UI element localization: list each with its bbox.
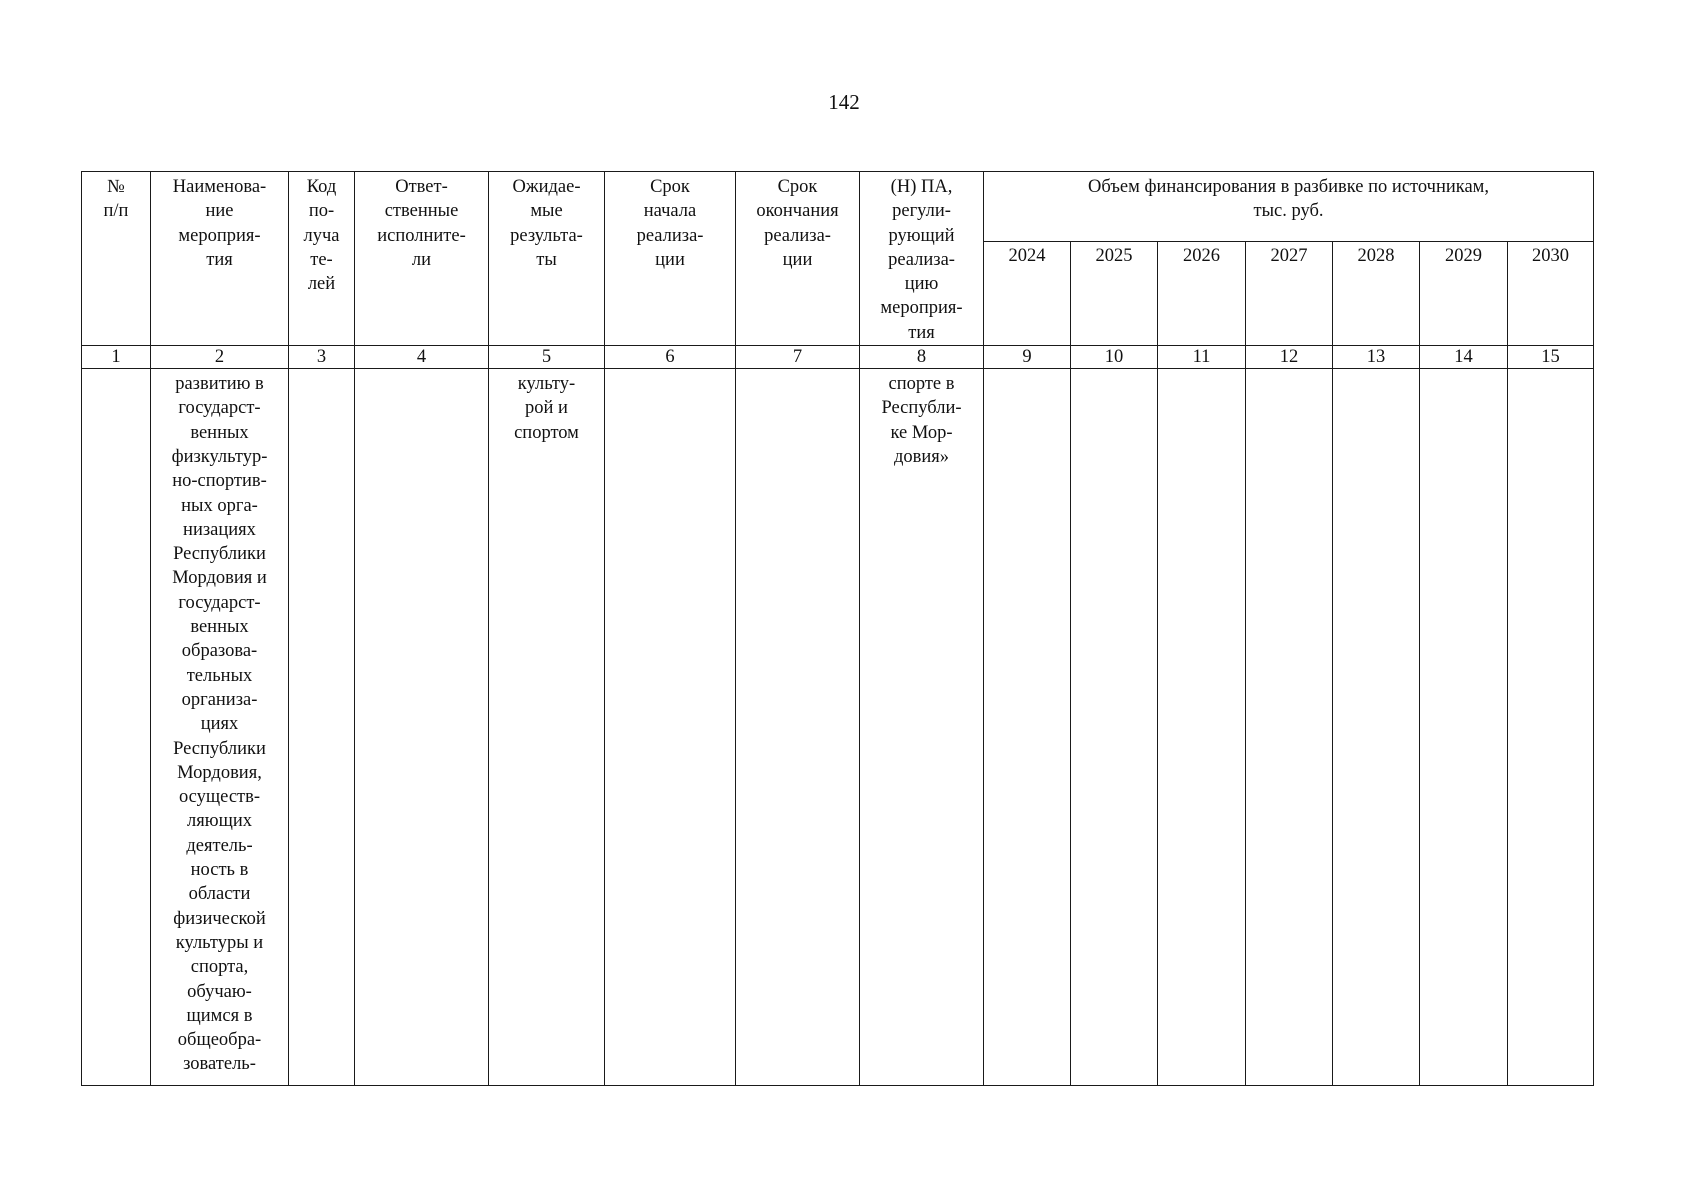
header-year: 2029	[1420, 242, 1508, 346]
column-number: 3	[289, 346, 355, 369]
event-name-cell	[151, 369, 289, 1086]
funding-2027-cell	[1246, 369, 1333, 1086]
header-event-name: Наименова- ние мероприя- тия	[172, 177, 267, 270]
header-start-cell	[605, 172, 736, 346]
header-number: № п/п	[103, 177, 129, 222]
column-number: 15	[1508, 346, 1594, 369]
column-number: 2	[151, 346, 289, 369]
column-number: 10	[1071, 346, 1158, 369]
header-legal-act-cell	[860, 172, 984, 346]
expected-results-text: культу- рой и спортом	[514, 374, 579, 443]
header-recipient-code-cell	[289, 172, 355, 346]
header-year: 2030	[1508, 242, 1594, 346]
header-year: 2026	[1158, 242, 1246, 346]
header-end-date: Срок окончания реализа- ции	[756, 177, 839, 270]
column-number: 14	[1420, 346, 1508, 369]
column-number: 11	[1158, 346, 1246, 369]
funding-2029-cell	[1420, 369, 1508, 1086]
end-date-cell	[736, 369, 860, 1086]
funding-2030-cell	[1508, 369, 1594, 1086]
funding-2026-cell	[1158, 369, 1246, 1086]
funding-table	[81, 171, 1594, 1086]
column-number: 4	[355, 346, 489, 369]
column-number: 5	[489, 346, 605, 369]
funding-2025-cell	[1071, 369, 1158, 1086]
header-results-cell	[489, 172, 605, 346]
legal-act-cell	[860, 369, 984, 1086]
header-funding-group: Объем финансирования в разбивке по источникам, тыс. руб.	[1088, 177, 1489, 222]
header-expected-results: Ожидае- мые результа- ты	[510, 177, 583, 270]
column-numbers-row	[82, 346, 1594, 369]
start-date-cell	[605, 369, 736, 1086]
column-number: 7	[736, 346, 860, 369]
header-end-cell	[736, 172, 860, 346]
header-year: 2025	[1071, 242, 1158, 346]
column-number: 1	[82, 346, 151, 369]
column-number: 13	[1333, 346, 1420, 369]
column-number: 8	[860, 346, 984, 369]
legal-act-text: спорте в Республи- ке Мор- довия»	[881, 374, 962, 467]
row-number-cell	[82, 369, 151, 1086]
column-number: 9	[984, 346, 1071, 369]
event-name-text: развитию в государст- венных физкультур- но-спортив- ных орга- низациях Республики Мордовия и государст- венных образова- тельных организа- циях Республики Мордовия, осуществ- ляющих деятель- ность в области физической культуры и спорта, обучаю- щимся в общеобра- зователь-	[171, 374, 268, 1075]
header-executors: Ответ- ственные исполните- ли	[377, 177, 466, 270]
page-number: 142	[828, 90, 860, 114]
header-year: 2028	[1333, 242, 1420, 346]
recipient-code-cell	[289, 369, 355, 1086]
header-start-date: Срок начала реализа- ции	[636, 177, 704, 270]
funding-2024-cell	[984, 369, 1071, 1086]
table-row	[82, 369, 1594, 1086]
header-legal-act: (Н) ПА, регули- рующий реализа- цию мероприя- тия	[880, 177, 963, 343]
header-name-cell	[151, 172, 289, 346]
funding-2028-cell	[1333, 369, 1420, 1086]
header-year: 2027	[1246, 242, 1333, 346]
header-funding-group-cell	[984, 172, 1594, 242]
header-year: 2024	[984, 242, 1071, 346]
column-number: 6	[605, 346, 736, 369]
header-row	[82, 172, 1594, 242]
column-number: 12	[1246, 346, 1333, 369]
executors-cell	[355, 369, 489, 1086]
header-number-cell	[82, 172, 151, 346]
header-recipient-code: Код по- луча те- лей	[303, 177, 340, 295]
header-executors-cell	[355, 172, 489, 346]
expected-results-cell	[489, 369, 605, 1086]
